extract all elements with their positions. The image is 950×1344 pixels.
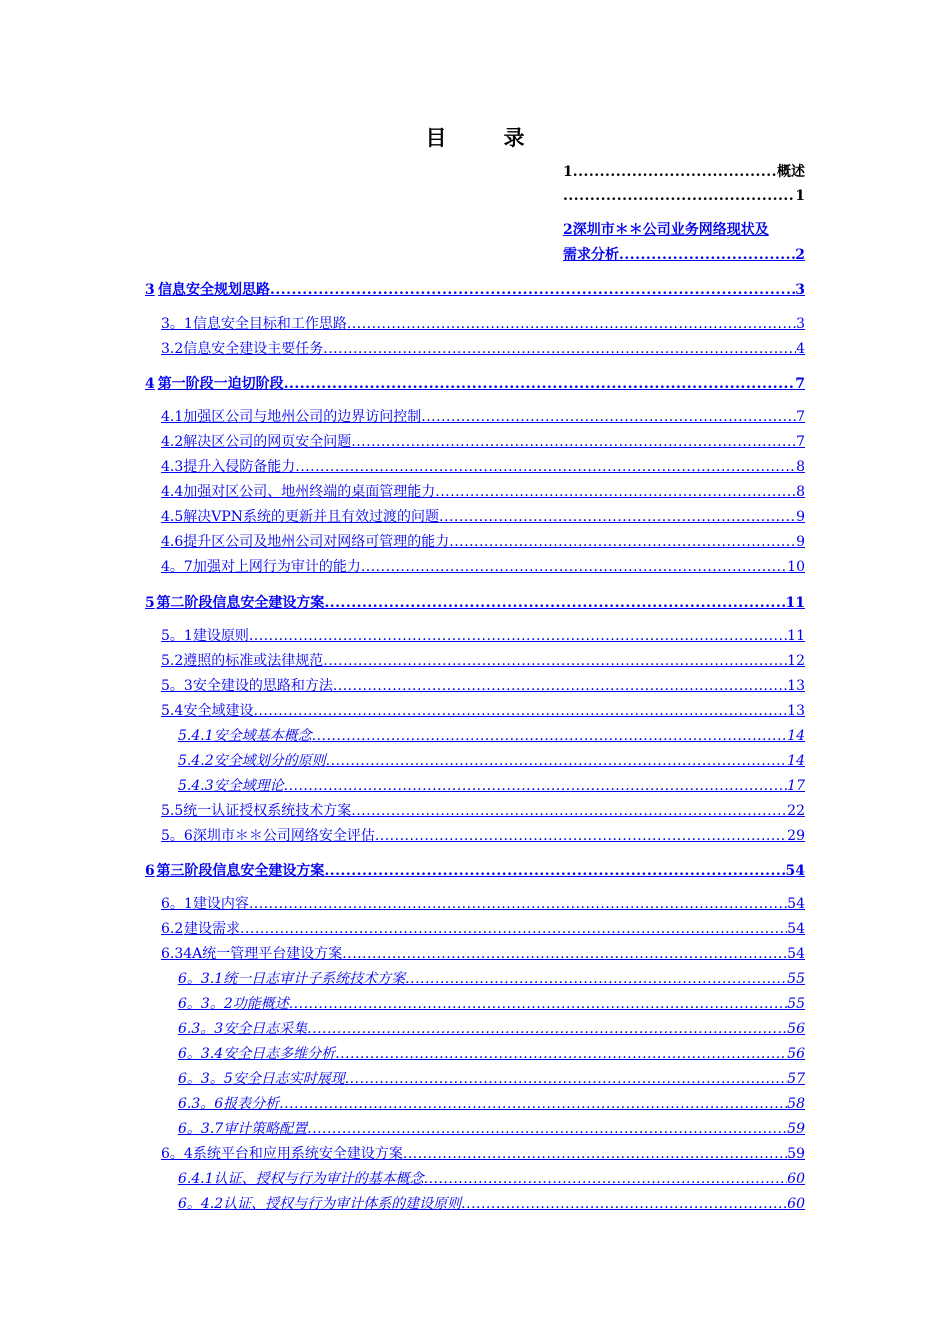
toc-entry[interactable] [178,1068,805,1090]
toc-leader [439,506,796,528]
toc-entry-text: 加强对上网行为审计的能力 [192,559,361,575]
toc-entry-number: 4。7 [161,559,193,575]
toc-entry[interactable] [161,313,805,335]
toc-entry-number: 6.2 [161,921,184,937]
toc-leader [324,592,785,614]
toc-entry-text: 加强对区公司、地州终端的桌面管理能力 [183,484,436,500]
toc-leader [307,1118,787,1140]
toc-entry-number: 5.4.1 [178,728,214,744]
toc-leader [347,313,796,335]
toc-entry[interactable] [161,431,805,453]
toc-entry-page: 17 [787,778,805,794]
toc-entry-number: 6。3。5 [178,1071,233,1087]
toc-entry-page: 3 [796,316,805,332]
toc-entry-number: 5。1 [161,628,193,644]
toc-entry-number: 5 [145,595,155,611]
toc-leader [307,1018,787,1040]
toc-entry-page: 56 [787,1046,805,1062]
toc-leader [289,993,787,1015]
toc-leader [375,825,787,847]
toc-entry-page: 4 [796,341,805,357]
toc-entry-text: 加强区公司与地州公司的边界访问控制 [183,409,422,425]
toc-entry-text: 统一认证授权系统技术方案 [183,803,352,819]
toc-entry-text: 深圳市＊＊公司网络安全评估 [192,828,375,844]
toc-leader [279,1093,787,1115]
toc-entry-page: 54 [787,921,805,937]
toc-entry-text: 认证、授权与行为审计体系的建设原则 [223,1196,462,1212]
toc-entry-text: 安全建设的思路和方法 [192,678,333,694]
toc-entry[interactable] [161,893,805,915]
toc-entry-page: 9 [796,509,805,525]
toc-entry-page: 10 [787,559,805,575]
toc-leader [335,1043,787,1065]
toc-leader [449,531,796,553]
toc-entry-text: 统一日志审计子系统技术方案 [223,971,406,987]
toc-entry[interactable] [161,556,805,578]
toc-entry-number: 6。3.1 [178,971,224,987]
toc-entry-number: 6.3。6 [178,1096,224,1112]
toc-leader [324,860,785,882]
toc-leader [345,1068,787,1090]
toc-entry-text: 报表分析 [223,1096,280,1112]
toc-leader [351,431,796,453]
toc-entry-page: 7 [796,434,805,450]
toc-leader [323,338,796,360]
toc-entry-text: 深圳市＊＊公司业务网络现状及 [572,222,769,238]
toc-entry[interactable] [161,800,805,822]
toc-entry-number: 5。3 [161,678,193,694]
toc-entry[interactable] [161,650,805,672]
toc-entry[interactable] [178,1018,805,1040]
toc-entry-text: 安全日志采集 [223,1021,308,1037]
toc-leader [253,700,787,722]
toc-entry-text: 建设需求 [184,921,241,937]
toc-entry-text: 审计策略配置 [223,1121,308,1137]
toc-entry-number: 5.2 [161,653,184,669]
toc-leader [333,675,787,697]
toc-leader [461,1193,787,1215]
toc-entry-text: 安全域建设 [183,703,254,719]
toc-entry-page: 55 [787,971,805,987]
toc-leader [405,968,787,990]
toc-entry-page: 13 [787,678,805,694]
toc-entry-number: 4.5 [161,509,184,525]
toc-entry-text: 安全日志多维分析 [223,1046,336,1062]
toc-entry-text: 遵照的标准或法律规范 [183,653,324,669]
toc-leader [424,1168,788,1190]
toc-entry[interactable] [178,725,805,747]
toc-entry-page: 54 [787,946,805,962]
toc-entry-number: 4.6 [161,534,184,550]
toc-entry-number: 6.3 [161,946,184,962]
toc-entry-page: 54 [785,863,805,879]
toc-entry-text: 第三阶段信息安全建设方案 [156,863,325,879]
toc-entry-text: 解决VPN系统的更新并且有效过渡的问题 [183,509,440,525]
toc-entry-number: 6。3.4 [178,1046,224,1062]
toc-entry-text: 概述 [777,164,805,180]
toc-entry-number: 5.4 [161,703,184,719]
toc-entry-page: 13 [787,703,805,719]
toc-entry[interactable] [161,825,805,847]
toc-entry-number: 4.3 [161,459,184,475]
toc-entry-page: 58 [787,1096,805,1112]
toc-entry[interactable] [161,531,805,553]
toc-entry-page: 60 [787,1196,805,1212]
toc-entry[interactable] [145,860,805,882]
toc-entry-page: 8 [796,459,805,475]
toc-entry[interactable] [161,700,805,722]
toc-leader [312,725,788,747]
toc-entry[interactable] [161,338,805,360]
toc-entry-number: 5.4.2 [178,753,214,769]
toc-entry[interactable] [161,481,805,503]
toc-entry-text: 4A统一管理平台建设方案 [183,946,343,962]
toc-entry[interactable] [178,1118,805,1140]
toc-entry-number: 6.4.1 [178,1171,214,1187]
toc-leader [351,800,787,822]
toc-entry[interactable] [178,968,805,990]
toc-entry-text: 信息安全建设主要任务 [183,341,324,357]
toc-entry-page: 11 [787,628,805,644]
toc-entry-text: 建设原则 [192,628,249,644]
toc-entry-page: 7 [795,376,805,392]
toc-entry[interactable] [145,592,805,614]
toc-entry-text: 信息安全规划思路 [158,282,271,298]
toc-entry-page: 22 [787,803,805,819]
toc-entry-number: 4.4 [161,484,184,500]
toc-entry[interactable] [161,1143,805,1165]
toc-entry-text: 第二阶段信息安全建设方案 [156,595,325,611]
toc-entry-number: 4.1 [161,409,184,425]
toc-entry-page: 54 [787,896,805,912]
toc-entry-number: 5。6 [161,828,193,844]
toc-entry-page: 9 [796,534,805,550]
toc-entry-page: 55 [787,996,805,1012]
toc-entry-number: 3。1 [161,316,193,332]
toc-leader [284,775,788,797]
toc-leader [295,456,796,478]
toc-entry-text: 信息安全目标和工作思路 [192,316,347,332]
toc-entry-text: 需求分析 [563,247,619,263]
toc-entry-page: 1 [795,188,805,204]
toc-entry-page: 59 [787,1121,805,1137]
toc-entry[interactable] [161,406,805,428]
toc-entry[interactable] [178,993,805,1015]
toc-entry-number: 4 [145,376,155,392]
toc-entry-text: 系统平台和应用系统安全建设方案 [192,1146,403,1162]
toc-entry[interactable] [161,675,805,697]
toc-entry-page: 14 [787,728,805,744]
toc-entry-text: 解决区公司的网页安全问题 [183,434,352,450]
toc-entry-number: 3.2 [161,341,184,357]
toc-entry[interactable] [178,1043,805,1065]
toc-entry[interactable] [178,750,805,772]
toc-entry-number: 1 [563,164,573,180]
toc-entry-number: 6 [145,863,155,879]
toc-entry-number: 6。3。2 [178,996,233,1012]
toc-entry-page: 59 [787,1146,805,1162]
toc-leader [240,918,787,940]
toc-entry-page: 3 [795,282,805,298]
toc-leader [249,893,787,915]
toc-entry[interactable] [145,373,805,395]
toc-entry[interactable] [161,456,805,478]
toc-entry[interactable] [178,1168,805,1190]
toc-entry-page: 2 [795,247,805,263]
toc-entry-text: 安全域理论 [213,778,284,794]
toc-leader [270,279,795,301]
toc-entry-text: 提升区公司及地州公司对网络可管理的能力 [183,534,450,550]
toc-leader [284,373,796,395]
toc-entry-page: 14 [787,753,805,769]
toc-entry[interactable] [178,1193,805,1215]
toc-entry-number: 6。4.2 [178,1196,224,1212]
toc-entry-number: 6。3.7 [178,1121,224,1137]
toc-entry-number: 6。1 [161,896,193,912]
toc-entry-page: 11 [785,595,805,611]
toc-entry-page: 7 [796,409,805,425]
toc-entry-text: 认证、授权与行为审计的基本概念 [213,1171,424,1187]
toc-entry-number: 6。4 [161,1146,193,1162]
toc-entry-text: 第一阶段一迫切阶段 [157,376,284,392]
toc-leader [435,481,796,503]
toc-entry[interactable] [145,279,805,301]
toc-entry-number: 5.5 [161,803,184,819]
toc-entry-page: 60 [787,1171,805,1187]
toc-entry-page: 56 [787,1021,805,1037]
toc-entry-number: 5.4.3 [178,778,214,794]
toc-entry-number: 3 [145,282,155,298]
toc-entry-page: 57 [787,1071,805,1087]
toc-entry[interactable] [178,775,805,797]
toc-leader [326,750,788,772]
toc-entry-text: 建设内容 [192,896,249,912]
toc-entry[interactable] [161,918,805,940]
page-title: 目 录 [425,125,543,150]
toc-entry-page: 8 [796,484,805,500]
toc-entry-text: 安全日志实时展现 [232,1071,345,1087]
toc-entry[interactable] [161,943,805,965]
toc-entry[interactable] [161,506,805,528]
toc-entry[interactable] [178,1093,805,1115]
toc-entry-number: 2 [563,222,573,238]
toc-entry-page: 12 [787,653,805,669]
toc-leader [342,943,787,965]
toc-entry[interactable] [161,625,805,647]
toc-entry-text: 安全域基本概念 [213,728,312,744]
toc-leader [249,625,787,647]
toc-entry-number: 6.3。3 [178,1021,224,1037]
toc-entry-number: 4.2 [161,434,184,450]
toc-entry-page: 29 [787,828,805,844]
toc-leader [403,1143,787,1165]
toc-entry-text: 安全域划分的原则 [213,753,326,769]
toc-leader [361,556,787,578]
toc-entry-text: 提升入侵防备能力 [183,459,296,475]
toc-entry-text: 功能概述 [232,996,289,1012]
toc-leader [421,406,796,428]
toc-leader [323,650,787,672]
